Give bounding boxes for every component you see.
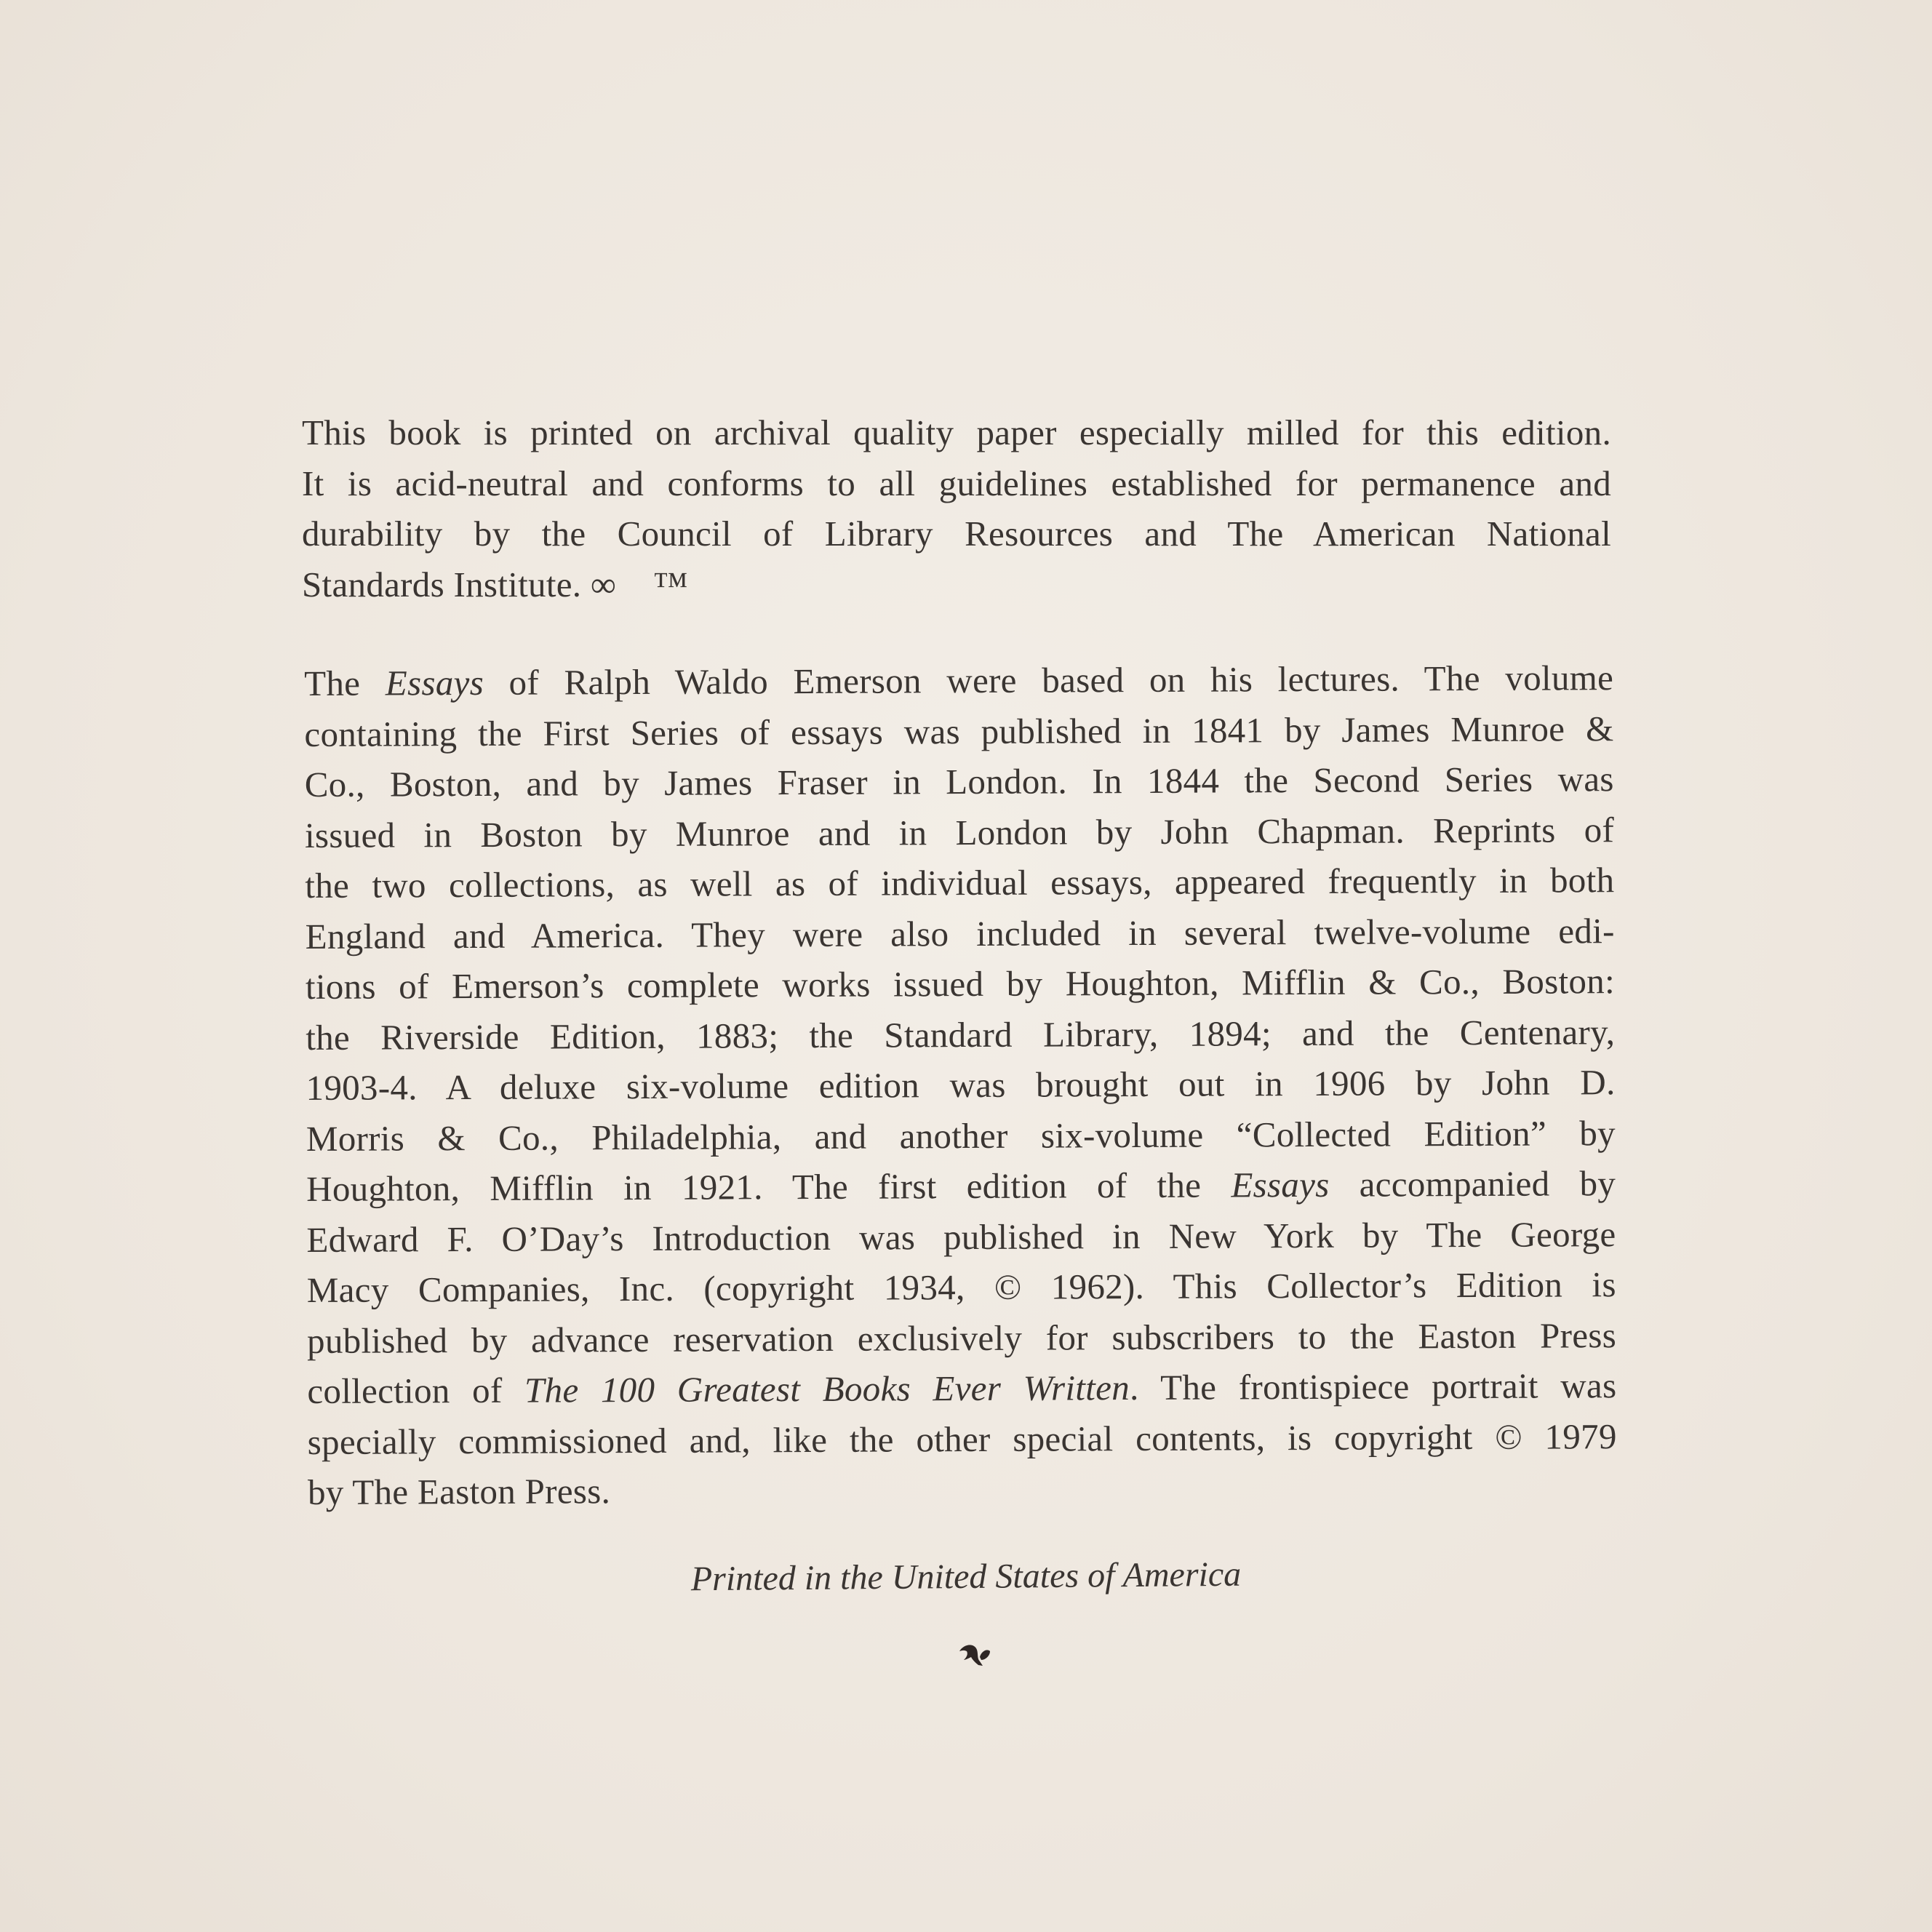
text-line	[305, 754, 1614, 810]
text-line	[306, 906, 1615, 962]
text-segment: accompanied by	[1329, 1163, 1616, 1205]
text-line	[302, 559, 1611, 610]
text-line	[302, 407, 1611, 458]
text-segment: tions of Emerson’s complete works issued by Houghton, Mifflin & Co., Boston:	[305, 961, 1616, 1007]
text-segment: collection of	[307, 1370, 525, 1411]
text-segment: Morris & Co., Philadelphia, and another six-volume “Collected Edition” by	[306, 1112, 1616, 1159]
text-segment: Edward F. O’Day’s Introduction was published in New York by The George	[306, 1213, 1616, 1260]
printed-in-colophon: Printed in the United States of America	[690, 1554, 1242, 1599]
text-line	[306, 1158, 1616, 1214]
text-segment: the two collections, as well as of individual essays, appeared frequently in both	[305, 860, 1615, 906]
italic-title-text: Essays	[385, 662, 484, 703]
text-line	[306, 1108, 1616, 1164]
text-segment: by The Easton Press.	[307, 1471, 611, 1512]
text-segment: England and America. They were also included in several twelve-volume edi-	[305, 910, 1615, 957]
italic-title-text: The 100 Greatest Books Ever Written	[524, 1368, 1130, 1410]
text-segment: specially commissioned and, like the other special contents, is copyright © 1979	[307, 1416, 1617, 1462]
text-line	[302, 508, 1611, 559]
text-segment: Co., Boston, and by James Fraser in London. In 1844 the Second Series was	[304, 759, 1614, 805]
italic-title-text: Essays	[1231, 1164, 1330, 1205]
text-segment: This book is printed on archival quality paper especially milled for this edition.	[302, 412, 1611, 452]
publication-history-paragraph	[304, 652, 1617, 1517]
text-segment: the Riverside Edition, 1883; the Standard Library, 1894; and the Centenary,	[306, 1011, 1616, 1058]
text-line	[305, 855, 1614, 911]
text-line	[308, 1411, 1617, 1467]
text-line	[306, 1209, 1616, 1265]
text-segment: 1903-4. A deluxe six-volume edition was brought out in 1906 by John D.	[306, 1062, 1616, 1108]
text-segment: Macy Companies, Inc. (copyright 1934, © 1962). This Collector’s Edition is	[306, 1264, 1616, 1310]
text-segment: It is acid-neutral and conforms to all guidelines established for permanence and	[302, 463, 1611, 503]
text-segment: . The frontispiece portrait was	[1129, 1365, 1617, 1408]
text-segment: of Ralph Waldo Emerson were based on his lectures. The volume	[483, 658, 1614, 703]
leaf-ornament-icon	[958, 1641, 991, 1667]
text-line	[307, 1360, 1616, 1416]
text-line	[306, 1057, 1615, 1113]
text-line	[307, 1259, 1616, 1315]
text-segment: Houghton, Mifflin in 1921. The first edition of the	[306, 1165, 1232, 1209]
text-segment: containing the First Series of essays was published in 1841 by James Munroe &	[304, 708, 1614, 754]
text-line	[306, 956, 1615, 1012]
text-segment: The	[304, 663, 386, 703]
text-segment: published by advance reservation exclusively for subscribers to the Easton Press	[306, 1314, 1617, 1361]
text-line	[306, 1007, 1615, 1063]
text-line	[304, 703, 1613, 759]
text-line	[302, 458, 1611, 509]
paper-notice-paragraph	[302, 407, 1611, 610]
text-line	[308, 1461, 1617, 1517]
text-line	[307, 1310, 1616, 1366]
text-line	[304, 652, 1613, 708]
text-line	[305, 805, 1614, 861]
text-segment: durability by the Council of Library Resources and The American National	[302, 514, 1611, 554]
text-segment: Standards Institute. ∞⃝ ™	[302, 564, 689, 604]
text-segment: issued in Boston by Munroe and in London by John Chapman. Reprints of	[304, 809, 1615, 855]
